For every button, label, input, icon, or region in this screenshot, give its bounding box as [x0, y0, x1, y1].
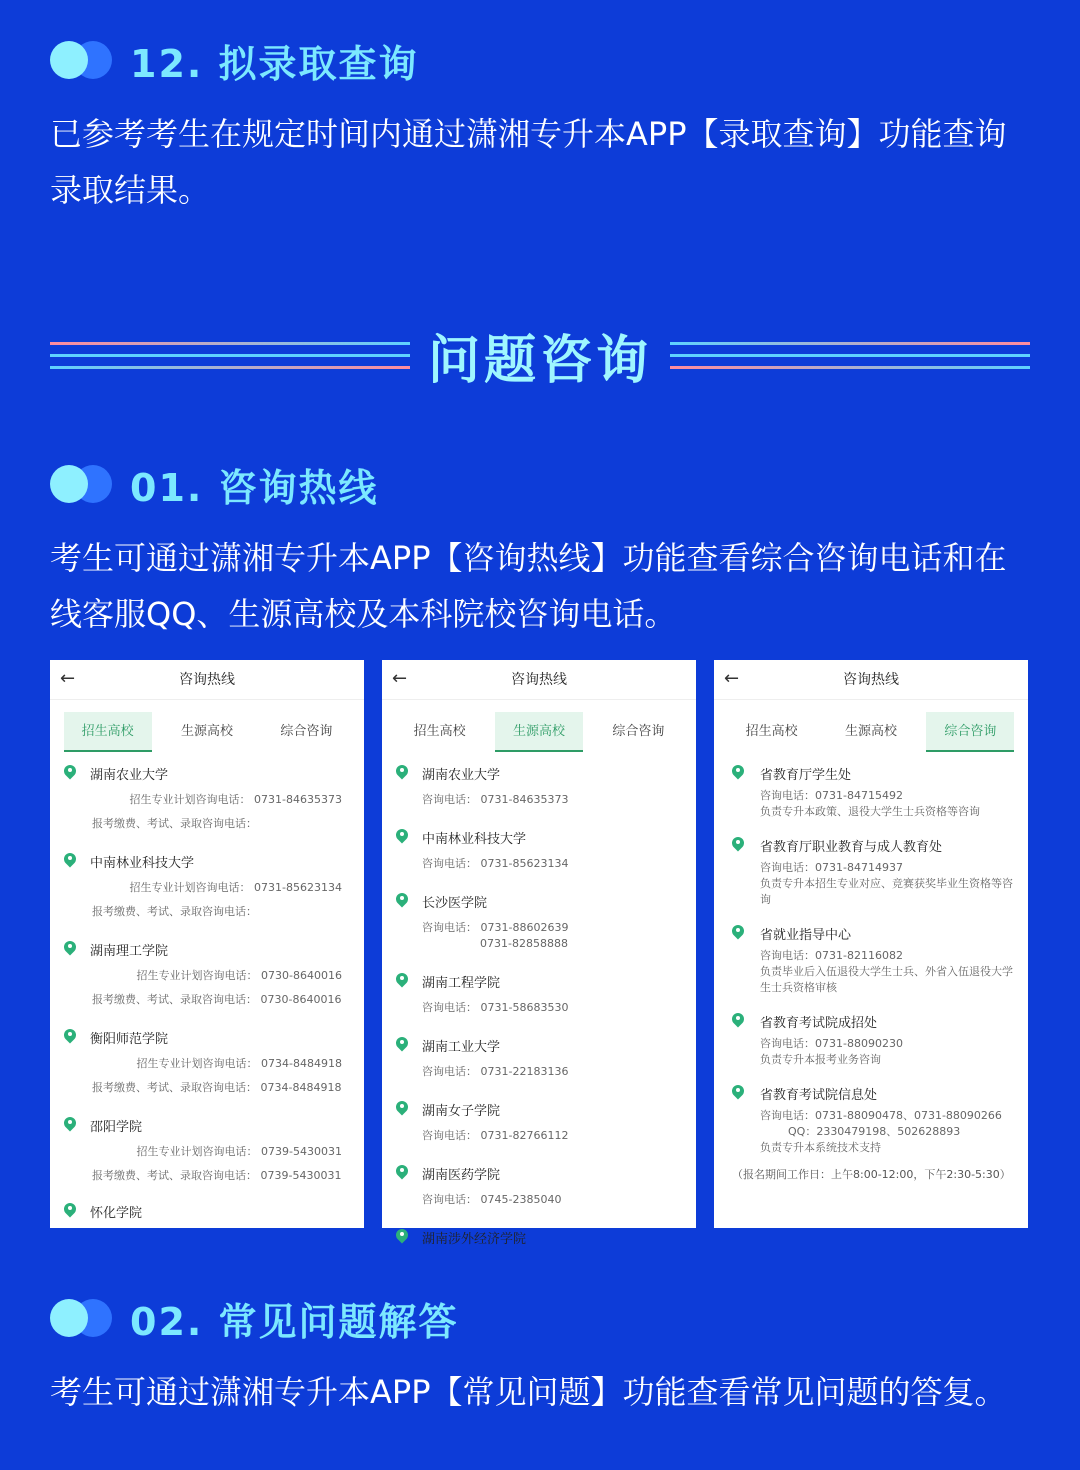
phone-screen-enrolling-schools — [50, 660, 364, 1228]
location-pin-icon — [396, 1101, 408, 1117]
location-pin-icon — [396, 1037, 408, 1053]
school-name: 湖南涉外经济学院 — [422, 1231, 527, 1247]
phone-line: 咨询电话：0731-84714937 — [760, 861, 903, 874]
working-hours-note: （报名期间工作日：上午8:00-12:00，下午2:30-5:30） — [732, 1168, 1011, 1181]
tab-source-schools[interactable]: 生源高校 — [844, 724, 897, 739]
school-name: 湖南女子学院 — [422, 1103, 501, 1119]
phone-line: 咨询电话： 0731-82766112 — [422, 1129, 569, 1142]
list-item — [396, 970, 682, 1016]
back-arrow-icon[interactable]: ← — [392, 668, 408, 689]
phone-line: 咨询电话： 0731-22183136 — [422, 1065, 569, 1078]
phone-line: 咨询电话： 0731-88602639 — [422, 921, 569, 934]
tab-enrolling-schools[interactable]: 招生高校 — [413, 724, 466, 739]
location-pin-icon — [396, 1229, 408, 1245]
school-name: 中南林业科技大学 — [422, 831, 527, 847]
phone-line: 咨询电话：0731-82116082 — [760, 949, 903, 962]
duty-line: 负责专升本政策、退役大学生士兵资格等咨询 — [760, 805, 980, 818]
list-item — [732, 1082, 1014, 1156]
location-pin-icon — [732, 837, 744, 853]
phone-line: 0731-82858888 — [480, 937, 568, 950]
office-name: 省教育厅学生处 — [760, 767, 852, 783]
phone-line: 咨询电话： 0731-84635373 — [422, 793, 569, 806]
phone-line: 咨询电话： 0731-58683530 — [422, 1001, 569, 1014]
phone-line: 招生专业计划咨询电话： 0734-8484918 — [136, 1057, 342, 1070]
office-name: 省就业指导中心 — [760, 927, 852, 943]
duty-line: 负责毕业后入伍退役大学生士兵、外省入伍退役大学生士兵资格审核 — [760, 965, 1013, 994]
school-name: 邵阳学院 — [90, 1119, 143, 1135]
list-item — [732, 834, 1014, 908]
phone-line: 咨询电话：0731-84715492 — [760, 789, 903, 802]
list-item — [64, 1114, 350, 1184]
location-pin-icon — [732, 765, 744, 781]
list-item — [732, 762, 1014, 820]
school-name: 长沙医学院 — [422, 895, 488, 911]
list-item — [396, 1162, 682, 1208]
section-paragraph: 考生可通过潇湘专升本APP【咨询热线】功能查看综合咨询电话和在线客服QQ、生源高校及本科院校咨询电话。 — [50, 539, 1007, 633]
bullet-dots-icon — [50, 1299, 112, 1337]
list-item — [396, 762, 682, 808]
phone-line: 报考缴费、考试、录取咨询电话： 0734-8484918 — [92, 1081, 342, 1094]
list-item — [732, 922, 1014, 996]
location-pin-icon — [396, 765, 408, 781]
location-pin-icon — [732, 1085, 744, 1101]
back-arrow-icon[interactable]: ← — [724, 668, 740, 689]
office-name: 省教育考试院成招处 — [760, 1015, 878, 1031]
tab-general-consult[interactable]: 综合咨询 — [926, 712, 1014, 752]
tab-enrolling-schools[interactable]: 招生高校 — [64, 712, 152, 752]
back-arrow-icon[interactable]: ← — [60, 668, 76, 689]
location-pin-icon — [64, 941, 76, 957]
school-name: 湖南工程学院 — [422, 975, 501, 991]
section-title: 12. 拟录取查询 — [130, 41, 419, 86]
section-title: 02. 常见问题解答 — [130, 1299, 459, 1344]
app-screenshots — [50, 660, 1030, 1247]
location-pin-icon — [64, 1203, 76, 1219]
section-title: 01. 咨询热线 — [130, 465, 379, 510]
office-name: 省教育考试院信息处 — [760, 1087, 878, 1103]
tab-general-consult[interactable]: 综合咨询 — [280, 724, 333, 739]
list-item — [396, 826, 682, 872]
section-01-header — [50, 454, 379, 514]
school-name: 怀化学院 — [90, 1205, 143, 1221]
list-item — [396, 1098, 682, 1144]
list-item — [64, 1026, 350, 1096]
banner — [50, 326, 1030, 396]
list-item — [732, 1010, 1014, 1068]
phone-line: 招生专业计划咨询电话： 0731-84635373 — [129, 793, 342, 806]
tab-source-schools[interactable]: 生源高校 — [495, 712, 583, 752]
school-name: 中南林业科技大学 — [90, 855, 195, 871]
section-02-header — [50, 1288, 459, 1348]
duty-line: 负责专升本报考业务咨询 — [760, 1053, 881, 1066]
location-pin-icon — [396, 829, 408, 845]
location-pin-icon — [732, 925, 744, 941]
location-pin-icon — [64, 1029, 76, 1045]
phone-line: 咨询电话： 0745-2385040 — [422, 1193, 562, 1206]
phone-line: 报考缴费、考试、录取咨询电话： 0739-5430031 — [92, 1169, 342, 1182]
qq-line: QQ：2330479198、502628893 — [788, 1125, 961, 1138]
location-pin-icon — [396, 893, 408, 909]
list-item — [64, 938, 350, 1008]
location-pin-icon — [732, 1013, 744, 1029]
school-name: 衡阳师范学院 — [90, 1031, 169, 1047]
phone-screen-source-schools — [382, 660, 696, 1247]
section-paragraph: 已参考考生在规定时间内通过潇湘专升本APP【录取查询】功能查询录取结果。 — [50, 115, 1007, 209]
phone-line: 报考缴费、考试、录取咨询电话： 0730-8640016 — [92, 993, 342, 1006]
location-pin-icon — [396, 1165, 408, 1181]
bullet-dots-icon — [50, 41, 112, 79]
duty-line: 负责专升本招生专业对应、竞赛获奖毕业生资格等咨询 — [760, 877, 1013, 906]
school-name: 湖南工业大学 — [422, 1039, 501, 1055]
location-pin-icon — [64, 853, 76, 869]
phone-line: 招生专业计划咨询电话： 0731-85623134 — [129, 881, 342, 894]
school-name: 湖南农业大学 — [90, 767, 169, 783]
office-name: 省教育厅职业教育与成人教育处 — [760, 839, 943, 855]
tab-general-consult[interactable]: 综合咨询 — [612, 724, 665, 739]
phone-screen-general-consult — [714, 660, 1028, 1228]
phone-line: 咨询电话： 0731-85623134 — [422, 857, 569, 870]
duty-line: 负责专升本系统技术支持 — [760, 1141, 881, 1154]
location-pin-icon — [396, 973, 408, 989]
list-item — [396, 1034, 682, 1080]
section-paragraph: 考生可通过潇湘专升本APP【常见问题】功能查看常见问题的答复。 — [50, 1373, 1007, 1411]
location-pin-icon — [64, 765, 76, 781]
screen-title: 咨询热线 — [179, 672, 235, 688]
tab-source-schools[interactable]: 生源高校 — [180, 724, 233, 739]
bullet-dots-icon — [50, 465, 112, 503]
list-item — [64, 850, 350, 920]
phone-line: 咨询电话：0731-88090230 — [760, 1037, 903, 1050]
phone-line: 招生专业计划咨询电话： 0739-5430031 — [136, 1145, 342, 1158]
list-item — [64, 762, 350, 832]
school-name: 湖南农业大学 — [422, 767, 501, 783]
phone-line: 报考缴费、考试、录取咨询电话： — [92, 817, 257, 830]
list-item — [396, 1226, 682, 1248]
list-item — [64, 1200, 350, 1222]
banner-title: 问题咨询 — [427, 331, 652, 391]
school-name: 湖南理工学院 — [90, 943, 169, 959]
phone-line: 咨询电话：0731-88090478、0731-88090266 — [760, 1109, 1002, 1122]
school-name: 湖南医药学院 — [422, 1167, 501, 1183]
screen-title: 咨询热线 — [843, 672, 899, 688]
location-pin-icon — [64, 1117, 76, 1133]
screen-title: 咨询热线 — [511, 672, 567, 688]
section-12-header — [50, 30, 419, 90]
list-item — [396, 890, 682, 952]
phone-line: 报考缴费、考试、录取咨询电话： — [92, 905, 257, 918]
phone-line: 招生专业计划咨询电话： 0730-8640016 — [136, 969, 342, 982]
tab-enrolling-schools[interactable]: 招生高校 — [745, 724, 798, 739]
